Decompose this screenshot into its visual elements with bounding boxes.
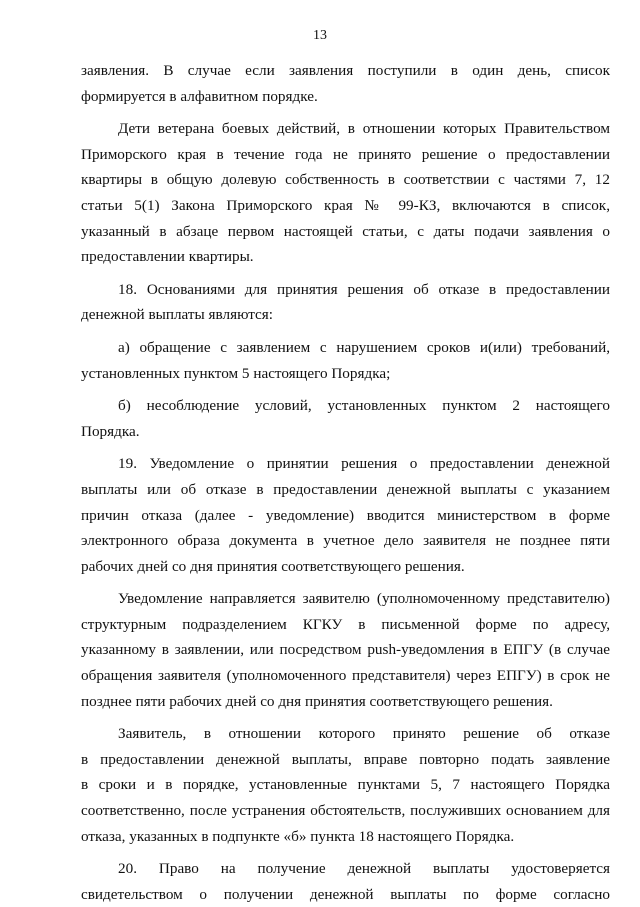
document-body: [81, 58, 610, 907]
text-line: отказа, указанных в подпункте «б» пункта 18 настоящего Порядка.: [81, 827, 515, 845]
paragraph-reapplication: [81, 721, 610, 849]
text-line: Порядка.: [81, 422, 140, 440]
text-line: а) обращение с заявлением с нарушением сроков и(или) требований,: [118, 338, 610, 356]
text-line: выплаты или об отказе в предоставлении денежной выплаты с указанием: [81, 480, 610, 498]
text-line: указанный в абзаце первом настоящей статьи, с даты подачи заявления о: [81, 222, 610, 240]
text-line: Заявитель, в отношении которого принято решение об отказе: [118, 725, 610, 743]
paragraph-item-19: [81, 451, 610, 579]
paragraph-item-18: [81, 277, 610, 328]
text-line: Уведомление направляется заявителю (уполномоченному представителю): [118, 590, 610, 608]
text-line: в предоставлении денежной выплаты, вправе повторно подать заявление: [81, 750, 610, 768]
text-line: Дети ветерана боевых действий, в отношении которых Правительством: [118, 120, 610, 138]
paragraph-veteran-children: [81, 116, 610, 270]
text-line: Приморского края в течение года не принято решение о предоставлении: [81, 145, 610, 163]
text-line: причин отказа (далее - уведомление) вводится министерством в форме: [81, 506, 610, 524]
page-number: 13: [313, 28, 327, 43]
text-line: соответственно, после устранения обстоятельств, послуживших основанием для: [81, 802, 610, 820]
text-line: установленных пунктом 5 настоящего Порядка;: [81, 364, 391, 382]
text-line: заявления. В случае если заявления поступили в один день, список: [81, 62, 610, 79]
text-line: 19. Уведомление о принятии решения о предоставлении денежной: [118, 455, 610, 473]
text-line: обращения заявителя (уполномоченного представителя) через ЕПГУ) в срок не: [81, 667, 610, 685]
text-line: денежной выплаты являются:: [81, 306, 273, 324]
paragraph-item-18b: [81, 393, 610, 444]
paragraph-continuation: [81, 58, 610, 109]
paragraph-item-20: [81, 856, 610, 907]
text-line: 20. Право на получение денежной выплаты удостоверяется: [118, 860, 610, 878]
text-line: рабочих дней со дня принятия соответствующего решения.: [81, 557, 465, 575]
paragraph-notification: [81, 586, 610, 714]
text-line: свидетельством о получении денежной выплаты по форме согласно: [81, 885, 610, 903]
text-line: электронного образа документа в учетное дело заявителя не позднее пяти: [81, 532, 610, 550]
text-line: позднее пяти рабочих дней со дня принятия соответствующего решения.: [81, 692, 553, 710]
paragraph-item-18a: [81, 335, 610, 386]
text-line: в сроки и в порядке, установленные пунктами 5, 7 настоящего Порядка: [81, 776, 610, 794]
text-line: указанному в заявлении, или посредством push-уведомления в ЕПГУ (в случае: [81, 641, 610, 659]
text-line: статьи 5(1) Закона Приморского края № 99-КЗ, включаются в список,: [81, 196, 610, 214]
text-line: предоставлении квартиры.: [81, 248, 254, 266]
text-line: формируется в алфавитном порядке.: [81, 87, 318, 105]
text-line: б) несоблюдение условий, установленных пунктом 2 настоящего: [118, 397, 610, 415]
text-line: квартиры в общую долевую собственность в соответствии с частями 7, 12: [81, 171, 610, 189]
text-line: 18. Основаниями для принятия решения об отказе в предоставлении: [118, 280, 610, 298]
text-line: структурным подразделением КГКУ в письменной форме по адресу,: [81, 615, 610, 633]
